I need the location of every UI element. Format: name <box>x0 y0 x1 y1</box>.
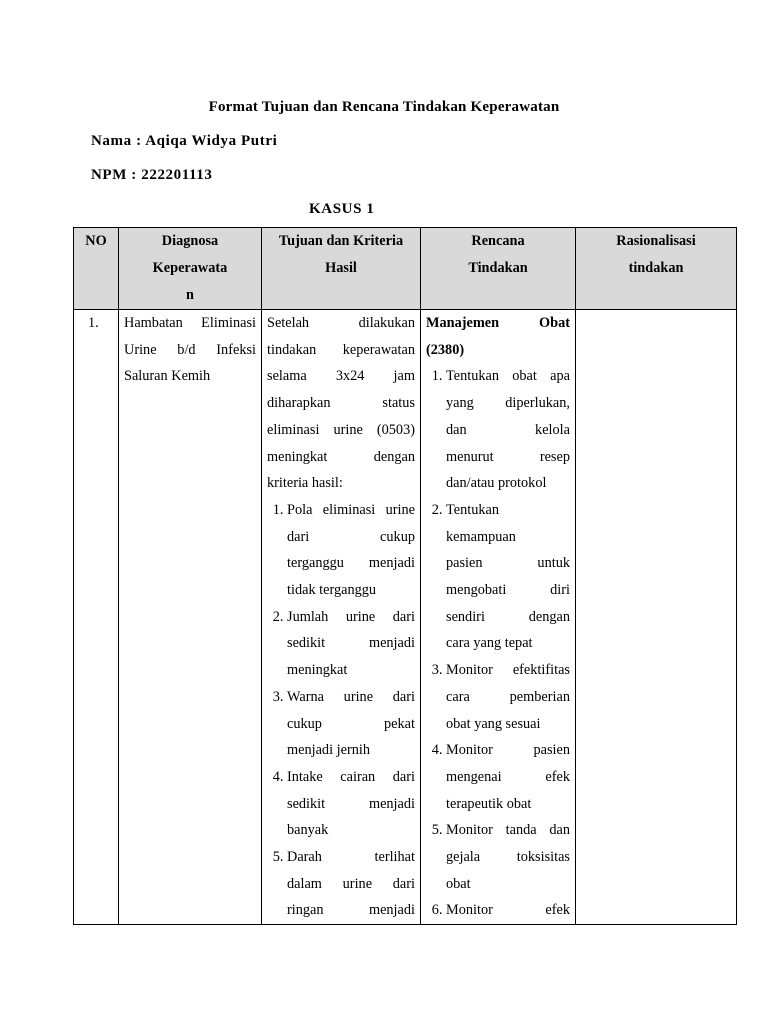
row-rencana: Manajemen Obat (2380) 1. Tentukan obat apa yang diperlukan, dan kelola menurut resep dan/atau protokol 2. Tentukan kemampuan pasien untuk mengobati diri sendiri dengan cara yang tepat 3. Monitor efektifitas cara pemberian obat yang sesuai 4. Monitor pasien mengenai efek terapeutik obat 5. Monitor tanda dan gejala toksisitas obat 6. Monitor efek <box>421 310 576 925</box>
list-item: 5. Darah terlihat dalam urine dari ringan menjadi <box>287 844 415 924</box>
header-diagnosa: Diagnosa Keperawata n <box>119 228 262 310</box>
kriteria-list <box>267 497 415 924</box>
header-rencana: Rencana Tindakan <box>421 228 576 310</box>
list-item: 2. Tentukan kemampuan pasien untuk mengobati diri sendiri dengan cara yang tepat <box>446 497 570 657</box>
table-header-row <box>74 228 737 310</box>
header-no: NO <box>74 228 119 310</box>
list-item: 4. Monitor pasien mengenai efek terapeutik obat <box>446 737 570 817</box>
student-npm: NPM : 222201113 <box>91 167 213 183</box>
list-item: 2. Jumlah urine dari sedikit menjadi meningkat <box>287 604 415 684</box>
case-heading: KASUS 1 <box>309 201 375 217</box>
list-item: 1. Tentukan obat apa yang diperlukan, dan kelola menurut resep dan/atau protokol <box>446 363 570 497</box>
list-item: 4. Intake cairan dari sedikit menjadi banyak <box>287 764 415 844</box>
list-item: 3. Warna urine dari cukup pekat menjadi jernih <box>287 684 415 764</box>
student-name: Nama : Aqiqa Widya Putri <box>91 133 278 149</box>
care-plan-table <box>73 227 737 925</box>
list-item: 5. Monitor tanda dan gejala toksisitas obat <box>446 817 570 897</box>
row-no: 1. <box>74 310 119 925</box>
header-tujuan: Tujuan dan Kriteria Hasil <box>262 228 421 310</box>
list-item: 6. Monitor efek <box>446 897 570 924</box>
header-rasional: Rasionalisasi tindakan <box>576 228 737 310</box>
document-title: Format Tujuan dan Rencana Tindakan Keperawatan <box>208 99 560 115</box>
row-tujuan: Setelah dilakukan tindakan keperawatan selama 3x24 jam diharapkan status eliminasi urine (0503) meningkat dengan kriteria hasil: 1. Pola eliminasi urine dari cukup terganggu menjadi tidak terganggu 2. Jumlah urine dari sedikit menjadi meningkat 3. Warna urine dari cukup pekat menjadi jernih 4. Intake cairan dari sedikit menjadi banyak 5. Darah terlihat dalam urine dari ringan menjadi <box>262 310 421 925</box>
rencana-list <box>426 363 570 924</box>
table-row <box>74 310 737 925</box>
row-rasional <box>576 310 737 925</box>
row-diagnosa: Hambatan Eliminasi Urine b/d Infeksi Saluran Kemih <box>119 310 262 925</box>
list-item: 1. Pola eliminasi urine dari cukup terganggu menjadi tidak terganggu <box>287 497 415 604</box>
list-item: 3. Monitor efektifitas cara pemberian obat yang sesuai <box>446 657 570 737</box>
